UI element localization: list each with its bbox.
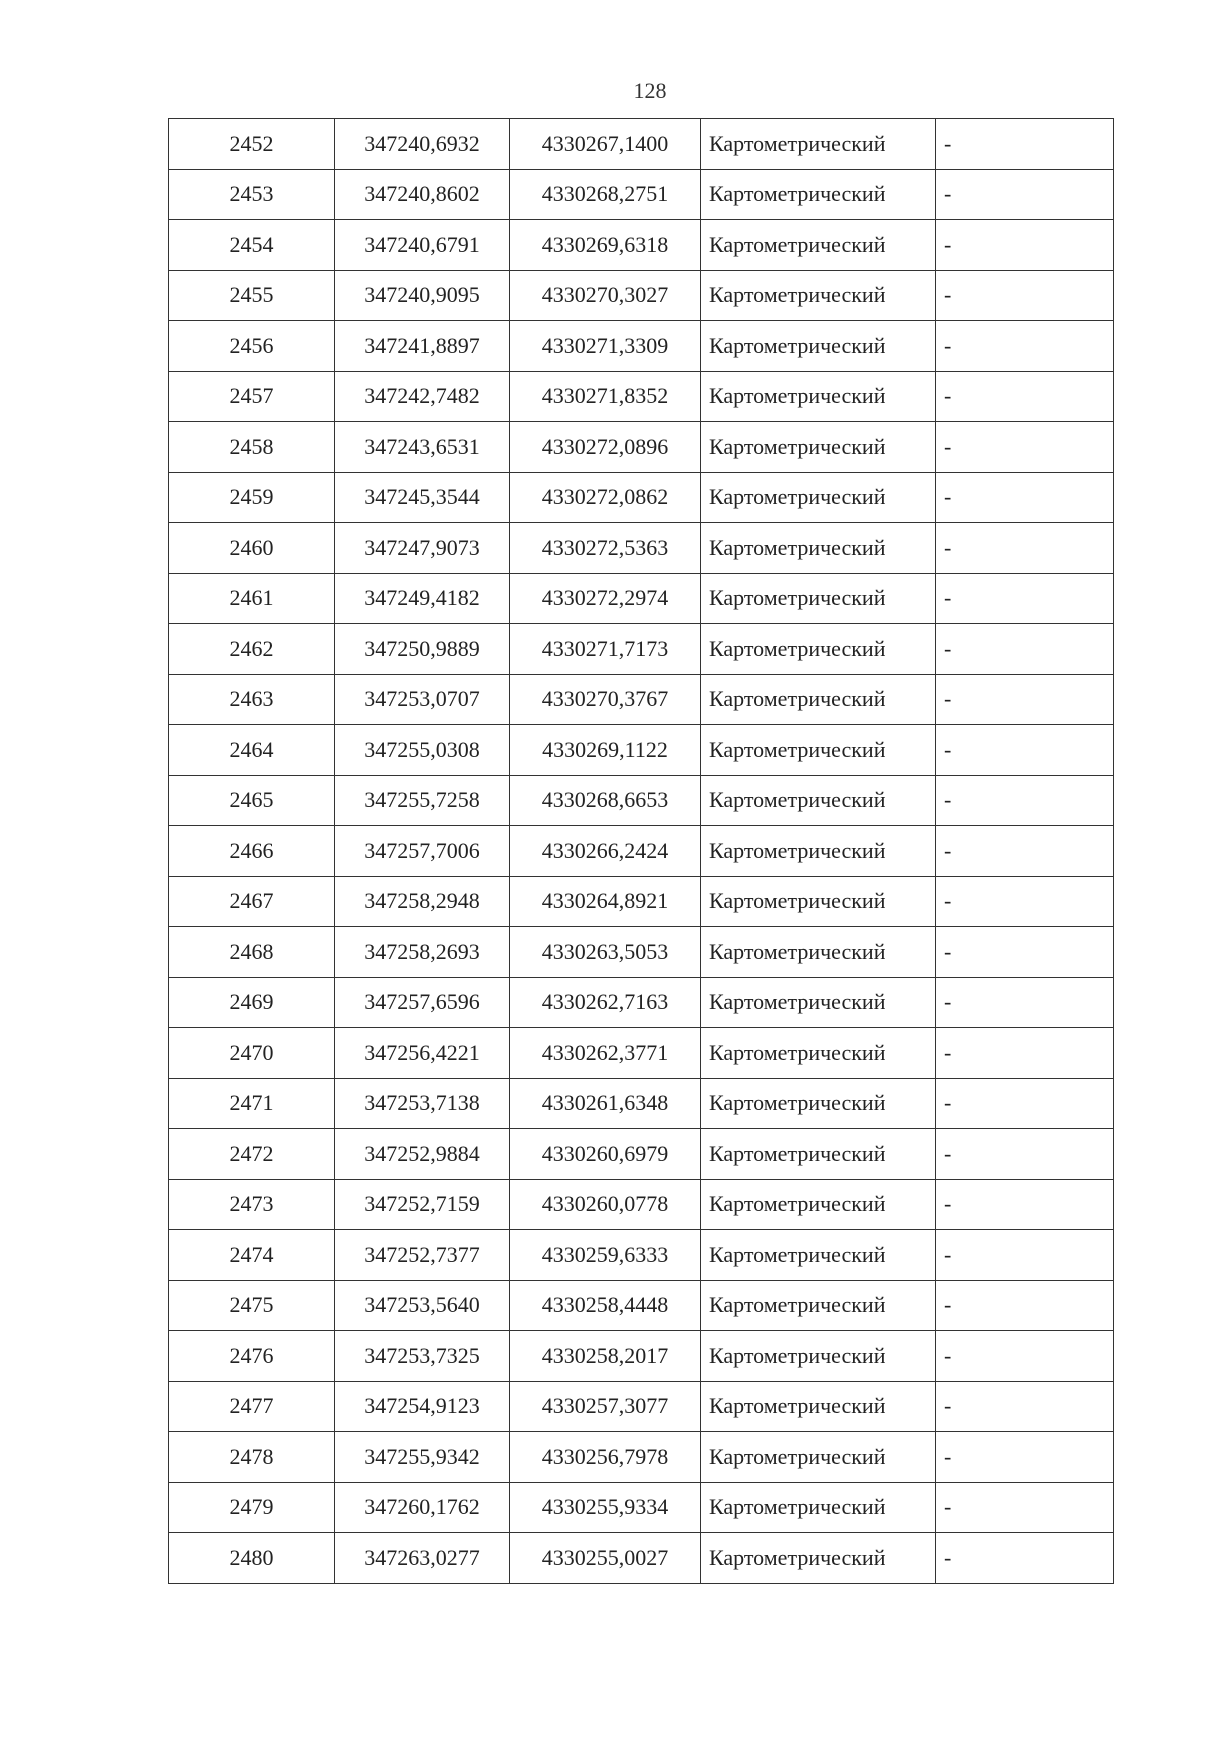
table-row: [169, 1078, 1114, 1129]
table-row: [169, 1129, 1114, 1180]
coordinates-table-container: [168, 118, 1113, 1584]
table-row: [169, 674, 1114, 725]
x-coordinate-cell: 347249,4182: [335, 573, 510, 624]
y-coordinate-cell: 4330271,8352: [510, 371, 701, 422]
table-row: [169, 1482, 1114, 1533]
y-coordinate-cell: 4330268,2751: [510, 169, 701, 220]
accuracy-cell: -: [936, 1078, 1114, 1129]
accuracy-cell: -: [936, 826, 1114, 877]
accuracy-cell: -: [936, 624, 1114, 675]
method-cell: Картометрический: [701, 826, 936, 877]
table-row: [169, 1028, 1114, 1079]
table-row: [169, 371, 1114, 422]
table-row: [169, 1280, 1114, 1331]
x-coordinate-cell: 347250,9889: [335, 624, 510, 675]
table-row: [169, 220, 1114, 271]
point-number-cell: 2466: [169, 826, 335, 877]
method-cell: Картометрический: [701, 422, 936, 473]
accuracy-cell: -: [936, 1230, 1114, 1281]
method-cell: Картометрический: [701, 220, 936, 271]
point-number-cell: 2467: [169, 876, 335, 927]
method-cell: Картометрический: [701, 1230, 936, 1281]
method-cell: Картометрический: [701, 270, 936, 321]
point-number-cell: 2463: [169, 674, 335, 725]
method-cell: Картометрический: [701, 1331, 936, 1382]
point-number-cell: 2479: [169, 1482, 335, 1533]
accuracy-cell: -: [936, 523, 1114, 574]
table-row: [169, 876, 1114, 927]
accuracy-cell: -: [936, 573, 1114, 624]
x-coordinate-cell: 347255,7258: [335, 775, 510, 826]
table-row: [169, 624, 1114, 675]
x-coordinate-cell: 347247,9073: [335, 523, 510, 574]
accuracy-cell: -: [936, 876, 1114, 927]
y-coordinate-cell: 4330262,7163: [510, 977, 701, 1028]
point-number-cell: 2468: [169, 927, 335, 978]
accuracy-cell: -: [936, 321, 1114, 372]
method-cell: Картометрический: [701, 624, 936, 675]
y-coordinate-cell: 4330261,6348: [510, 1078, 701, 1129]
method-cell: Картометрический: [701, 725, 936, 776]
method-cell: Картометрический: [701, 1381, 936, 1432]
y-coordinate-cell: 4330270,3767: [510, 674, 701, 725]
point-number-cell: 2474: [169, 1230, 335, 1281]
table-row: [169, 826, 1114, 877]
accuracy-cell: -: [936, 725, 1114, 776]
method-cell: Картометрический: [701, 169, 936, 220]
x-coordinate-cell: 347253,5640: [335, 1280, 510, 1331]
x-coordinate-cell: 347252,7377: [335, 1230, 510, 1281]
method-cell: Картометрический: [701, 1432, 936, 1483]
x-coordinate-cell: 347258,2693: [335, 927, 510, 978]
y-coordinate-cell: 4330269,1122: [510, 725, 701, 776]
method-cell: Картометрический: [701, 472, 936, 523]
method-cell: Картометрический: [701, 1280, 936, 1331]
y-coordinate-cell: 4330258,4448: [510, 1280, 701, 1331]
method-cell: Картометрический: [701, 1482, 936, 1533]
method-cell: Картометрический: [701, 876, 936, 927]
x-coordinate-cell: 347243,6531: [335, 422, 510, 473]
y-coordinate-cell: 4330266,2424: [510, 826, 701, 877]
point-number-cell: 2458: [169, 422, 335, 473]
x-coordinate-cell: 347241,8897: [335, 321, 510, 372]
x-coordinate-cell: 347240,6932: [335, 119, 510, 170]
method-cell: Картометрический: [701, 977, 936, 1028]
y-coordinate-cell: 4330256,7978: [510, 1432, 701, 1483]
y-coordinate-cell: 4330264,8921: [510, 876, 701, 927]
accuracy-cell: -: [936, 119, 1114, 170]
method-cell: Картометрический: [701, 1078, 936, 1129]
table-row: [169, 573, 1114, 624]
x-coordinate-cell: 347260,1762: [335, 1482, 510, 1533]
table-row: [169, 169, 1114, 220]
accuracy-cell: -: [936, 1179, 1114, 1230]
method-cell: Картометрический: [701, 1179, 936, 1230]
point-number-cell: 2480: [169, 1533, 335, 1584]
accuracy-cell: -: [936, 1129, 1114, 1180]
x-coordinate-cell: 347254,9123: [335, 1381, 510, 1432]
y-coordinate-cell: 4330269,6318: [510, 220, 701, 271]
accuracy-cell: -: [936, 1533, 1114, 1584]
point-number-cell: 2478: [169, 1432, 335, 1483]
method-cell: Картометрический: [701, 119, 936, 170]
accuracy-cell: -: [936, 1432, 1114, 1483]
table-row: [169, 775, 1114, 826]
point-number-cell: 2477: [169, 1381, 335, 1432]
x-coordinate-cell: 347240,8602: [335, 169, 510, 220]
accuracy-cell: -: [936, 1381, 1114, 1432]
accuracy-cell: -: [936, 1028, 1114, 1079]
x-coordinate-cell: 347258,2948: [335, 876, 510, 927]
table-row: [169, 472, 1114, 523]
x-coordinate-cell: 347240,9095: [335, 270, 510, 321]
method-cell: Картометрический: [701, 775, 936, 826]
accuracy-cell: -: [936, 927, 1114, 978]
accuracy-cell: -: [936, 1280, 1114, 1331]
method-cell: Картометрический: [701, 1533, 936, 1584]
point-number-cell: 2462: [169, 624, 335, 675]
y-coordinate-cell: 4330271,7173: [510, 624, 701, 675]
x-coordinate-cell: 347242,7482: [335, 371, 510, 422]
accuracy-cell: -: [936, 169, 1114, 220]
y-coordinate-cell: 4330272,5363: [510, 523, 701, 574]
y-coordinate-cell: 4330260,0778: [510, 1179, 701, 1230]
point-number-cell: 2453: [169, 169, 335, 220]
point-number-cell: 2464: [169, 725, 335, 776]
table-row: [169, 977, 1114, 1028]
accuracy-cell: -: [936, 371, 1114, 422]
method-cell: Картометрический: [701, 371, 936, 422]
y-coordinate-cell: 4330271,3309: [510, 321, 701, 372]
coordinates-table: [168, 118, 1114, 1584]
x-coordinate-cell: 347252,9884: [335, 1129, 510, 1180]
accuracy-cell: -: [936, 674, 1114, 725]
point-number-cell: 2470: [169, 1028, 335, 1079]
method-cell: Картометрический: [701, 1129, 936, 1180]
point-number-cell: 2465: [169, 775, 335, 826]
y-coordinate-cell: 4330258,2017: [510, 1331, 701, 1382]
page-number: 128: [633, 78, 667, 103]
table-row: [169, 422, 1114, 473]
table-row: [169, 321, 1114, 372]
point-number-cell: 2457: [169, 371, 335, 422]
table-row: [169, 1230, 1114, 1281]
table-row: [169, 270, 1114, 321]
table-row: [169, 1381, 1114, 1432]
table-row: [169, 927, 1114, 978]
y-coordinate-cell: 4330267,1400: [510, 119, 701, 170]
point-number-cell: 2460: [169, 523, 335, 574]
method-cell: Картометрический: [701, 573, 936, 624]
method-cell: Картометрический: [701, 674, 936, 725]
point-number-cell: 2469: [169, 977, 335, 1028]
accuracy-cell: -: [936, 775, 1114, 826]
point-number-cell: 2476: [169, 1331, 335, 1382]
table-row: [169, 119, 1114, 170]
accuracy-cell: -: [936, 472, 1114, 523]
method-cell: Картометрический: [701, 523, 936, 574]
y-coordinate-cell: 4330257,3077: [510, 1381, 701, 1432]
table-row: [169, 1179, 1114, 1230]
point-number-cell: 2473: [169, 1179, 335, 1230]
method-cell: Картометрический: [701, 1028, 936, 1079]
x-coordinate-cell: 347263,0277: [335, 1533, 510, 1584]
y-coordinate-cell: 4330272,0896: [510, 422, 701, 473]
x-coordinate-cell: 347255,9342: [335, 1432, 510, 1483]
x-coordinate-cell: 347256,4221: [335, 1028, 510, 1079]
point-number-cell: 2475: [169, 1280, 335, 1331]
x-coordinate-cell: 347252,7159: [335, 1179, 510, 1230]
y-coordinate-cell: 4330255,9334: [510, 1482, 701, 1533]
y-coordinate-cell: 4330263,5053: [510, 927, 701, 978]
y-coordinate-cell: 4330268,6653: [510, 775, 701, 826]
y-coordinate-cell: 4330255,0027: [510, 1533, 701, 1584]
table-row: [169, 1331, 1114, 1382]
point-number-cell: 2472: [169, 1129, 335, 1180]
accuracy-cell: -: [936, 1482, 1114, 1533]
y-coordinate-cell: 4330270,3027: [510, 270, 701, 321]
y-coordinate-cell: 4330262,3771: [510, 1028, 701, 1079]
y-coordinate-cell: 4330272,0862: [510, 472, 701, 523]
x-coordinate-cell: 347257,7006: [335, 826, 510, 877]
point-number-cell: 2456: [169, 321, 335, 372]
x-coordinate-cell: 347253,0707: [335, 674, 510, 725]
table-row: [169, 725, 1114, 776]
accuracy-cell: -: [936, 1331, 1114, 1382]
accuracy-cell: -: [936, 220, 1114, 271]
y-coordinate-cell: 4330272,2974: [510, 573, 701, 624]
method-cell: Картометрический: [701, 321, 936, 372]
point-number-cell: 2455: [169, 270, 335, 321]
point-number-cell: 2459: [169, 472, 335, 523]
table-row: [169, 1533, 1114, 1584]
accuracy-cell: -: [936, 270, 1114, 321]
point-number-cell: 2452: [169, 119, 335, 170]
table-body: [169, 119, 1114, 1584]
table-row: [169, 523, 1114, 574]
accuracy-cell: -: [936, 977, 1114, 1028]
table-row: [169, 1432, 1114, 1483]
x-coordinate-cell: 347245,3544: [335, 472, 510, 523]
point-number-cell: 2471: [169, 1078, 335, 1129]
point-number-cell: 2461: [169, 573, 335, 624]
point-number-cell: 2454: [169, 220, 335, 271]
x-coordinate-cell: 347253,7138: [335, 1078, 510, 1129]
x-coordinate-cell: 347253,7325: [335, 1331, 510, 1382]
method-cell: Картометрический: [701, 927, 936, 978]
y-coordinate-cell: 4330259,6333: [510, 1230, 701, 1281]
x-coordinate-cell: 347255,0308: [335, 725, 510, 776]
x-coordinate-cell: 347257,6596: [335, 977, 510, 1028]
y-coordinate-cell: 4330260,6979: [510, 1129, 701, 1180]
accuracy-cell: -: [936, 422, 1114, 473]
x-coordinate-cell: 347240,6791: [335, 220, 510, 271]
